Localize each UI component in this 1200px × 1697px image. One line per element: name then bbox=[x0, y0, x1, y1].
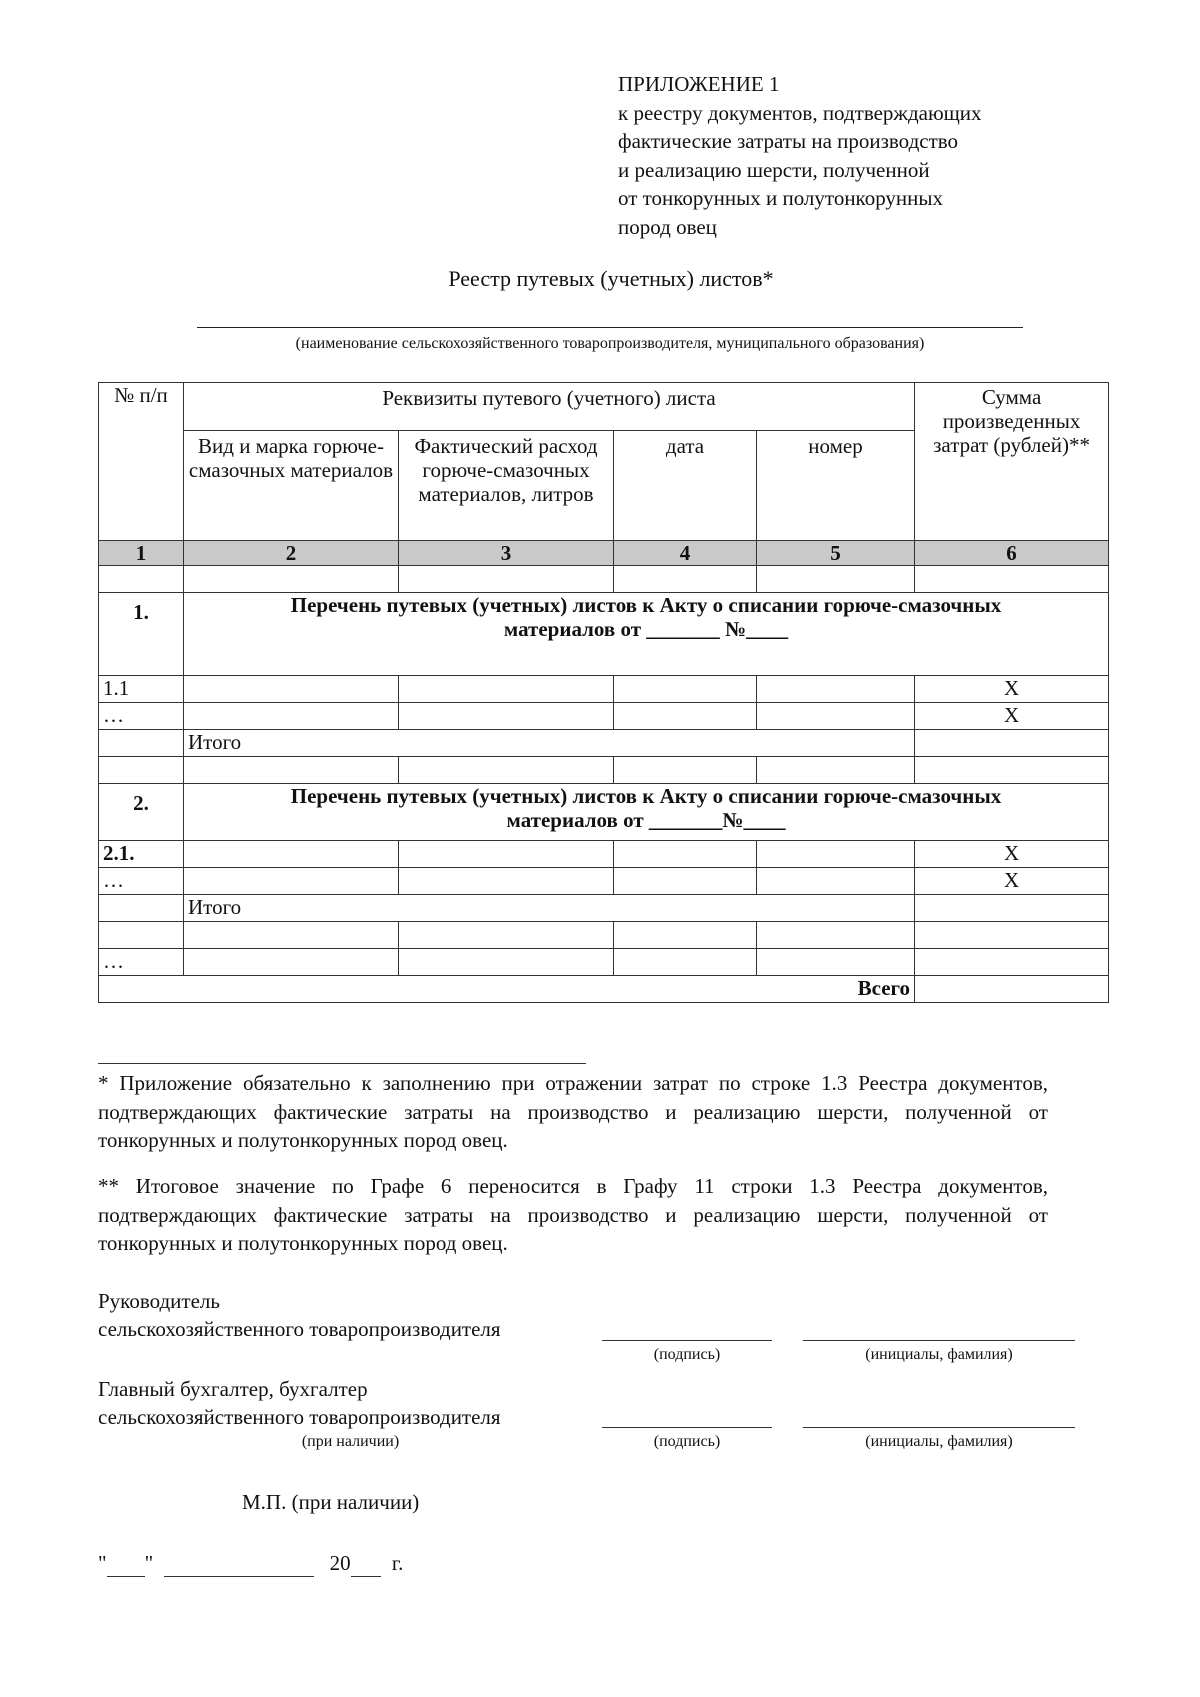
table-cell[interactable] bbox=[399, 922, 614, 949]
table-cell[interactable] bbox=[399, 757, 614, 784]
header-num: № п/п bbox=[99, 383, 184, 541]
column-numbers-row bbox=[99, 541, 1109, 566]
section-2-title-line1: Перечень путевых (учетных) листов к Акту о списании горюче-смазочных bbox=[290, 784, 1002, 808]
total-label: Всего bbox=[99, 976, 915, 1003]
table-cell[interactable] bbox=[757, 841, 915, 868]
section-1-number-sign: № bbox=[719, 617, 747, 641]
table-row bbox=[99, 949, 1109, 976]
section-2-num: 2. bbox=[99, 784, 184, 841]
appendix-line: от тонкорунных и полутонкорунных bbox=[618, 186, 943, 210]
head-name-line[interactable] bbox=[803, 1340, 1075, 1341]
table-cell[interactable] bbox=[399, 841, 614, 868]
table-cell[interactable] bbox=[915, 949, 1109, 976]
subtotal-label: Итого bbox=[184, 730, 915, 757]
table-row bbox=[99, 676, 1109, 703]
subtotal-value[interactable] bbox=[915, 730, 1109, 757]
accountant-title: Главный бухгалтер, бухгалтер bbox=[98, 1377, 368, 1401]
table-cell[interactable] bbox=[399, 676, 614, 703]
section-2-subtotal-row bbox=[99, 895, 1109, 922]
table-row bbox=[99, 841, 1109, 868]
day-blank[interactable] bbox=[107, 1551, 145, 1577]
accountant-title-org: сельскохозяйственного товаропроизводителя bbox=[98, 1405, 501, 1429]
table-cell[interactable] bbox=[757, 757, 915, 784]
year-suffix: г. bbox=[391, 1551, 404, 1575]
table-cell[interactable] bbox=[399, 703, 614, 730]
column-number: 1 bbox=[99, 541, 184, 566]
row-num: 2.1. bbox=[99, 841, 184, 868]
table-cell[interactable] bbox=[614, 703, 757, 730]
section-1-title bbox=[184, 593, 1109, 676]
subtotal-label: Итого bbox=[184, 895, 915, 922]
accountant-signature-line[interactable] bbox=[602, 1427, 772, 1428]
accountant-name-line[interactable] bbox=[803, 1427, 1075, 1428]
document-title: Реестр путевых (учетных) листов* bbox=[448, 266, 774, 291]
table-cell[interactable] bbox=[184, 949, 399, 976]
table-cell[interactable] bbox=[757, 949, 915, 976]
section-2-number-blank[interactable]: ____ bbox=[743, 808, 786, 832]
total-row bbox=[99, 976, 1109, 1003]
row-sum: Х bbox=[915, 868, 1109, 895]
head-title-org: сельскохозяйственного товаропроизводителя bbox=[98, 1317, 501, 1341]
organization-name-caption: (наименование сельскохозяйственного товаропроизводителя, муниципального образования) bbox=[295, 335, 925, 352]
header-date: дата bbox=[614, 431, 757, 541]
appendix-line: фактические затраты на производство bbox=[618, 129, 959, 153]
table-row bbox=[99, 757, 1109, 784]
table-cell[interactable] bbox=[614, 841, 757, 868]
table-cell[interactable] bbox=[99, 566, 184, 593]
section-1-title-prefix: материалов от bbox=[503, 617, 647, 641]
accountant-name-caption: (инициалы, фамилия) bbox=[865, 1433, 1013, 1450]
organization-name-line[interactable] bbox=[197, 327, 1023, 328]
header-number: номер bbox=[757, 431, 915, 541]
month-blank[interactable] bbox=[164, 1551, 314, 1577]
table-cell[interactable] bbox=[184, 868, 399, 895]
accountant-note: (при наличии) bbox=[301, 1433, 400, 1450]
row-num: 1.1 bbox=[99, 676, 184, 703]
total-value[interactable] bbox=[915, 976, 1109, 1003]
column-number: 2 bbox=[184, 541, 399, 566]
column-number: 6 bbox=[915, 541, 1109, 566]
section-1-num: 1. bbox=[99, 593, 184, 676]
date-line bbox=[98, 1551, 403, 1577]
table-row bbox=[99, 868, 1109, 895]
table-cell[interactable] bbox=[757, 703, 915, 730]
table-row bbox=[99, 566, 1109, 593]
appendix-header bbox=[618, 70, 982, 241]
head-signature-line[interactable] bbox=[602, 1340, 772, 1341]
table-cell[interactable] bbox=[757, 676, 915, 703]
stamp-place: М.П. (при наличии) bbox=[242, 1490, 420, 1514]
header-requisites: Реквизиты путевого (учетного) листа bbox=[184, 383, 915, 431]
footnote-1: * Приложение обязательно к заполнению при отражении затрат по строке 1.3 Реестра документов, подтверждающих фактические затраты на производство и реализацию шерсти, полученной от тонкорунных и полутонкорунных пород овец. bbox=[98, 1071, 1048, 1152]
table-cell[interactable] bbox=[614, 676, 757, 703]
row-num: … bbox=[99, 949, 184, 976]
table-cell[interactable] bbox=[99, 922, 184, 949]
section-2-date-blank[interactable]: _______ bbox=[648, 808, 723, 832]
year-prefix: 20 bbox=[329, 1551, 351, 1575]
table-cell[interactable] bbox=[99, 757, 184, 784]
table-cell[interactable] bbox=[614, 757, 757, 784]
table-cell[interactable] bbox=[614, 949, 757, 976]
section-1-date-blank[interactable]: _______ bbox=[646, 617, 720, 641]
head-title: Руководитель bbox=[98, 1289, 220, 1313]
column-number: 4 bbox=[614, 541, 757, 566]
table-cell[interactable] bbox=[915, 922, 1109, 949]
row-sum: Х bbox=[915, 841, 1109, 868]
row-num: … bbox=[99, 703, 184, 730]
date-open-quote: " bbox=[98, 1551, 107, 1575]
section-2-title-line2 bbox=[188, 808, 1104, 832]
accountant-signature-caption: (подпись) bbox=[653, 1433, 721, 1450]
footnote-2: ** Итоговое значение по Графе 6 переносится в Графу 11 строки 1.3 Реестра документов, подтверждающих фактические затраты на производство и реализацию шерсти, полученной от тонкорунных и полутонкорунных пород овец. bbox=[98, 1174, 1048, 1255]
year-blank[interactable] bbox=[351, 1551, 381, 1577]
table-cell[interactable] bbox=[184, 922, 399, 949]
table-cell[interactable] bbox=[184, 757, 399, 784]
table-cell[interactable] bbox=[399, 566, 614, 593]
header-fuel-type: Вид и марка горюче-смазочных материалов bbox=[184, 431, 399, 541]
row-sum: Х bbox=[915, 676, 1109, 703]
footnote-divider bbox=[98, 1063, 586, 1064]
appendix-line: и реализацию шерсти, полученной bbox=[618, 157, 930, 182]
table-cell[interactable] bbox=[915, 566, 1109, 593]
column-number: 3 bbox=[399, 541, 614, 566]
head-signature-caption: (подпись) bbox=[653, 1346, 721, 1363]
table-cell[interactable] bbox=[757, 566, 915, 593]
table-row bbox=[99, 922, 1109, 949]
appendix-line: пород овец bbox=[618, 214, 717, 239]
section-2-number-sign: № bbox=[722, 808, 744, 832]
table-cell[interactable] bbox=[184, 841, 399, 868]
section-1-title-line2 bbox=[188, 617, 1104, 641]
section-2-title bbox=[184, 784, 1109, 841]
table-cell[interactable] bbox=[184, 676, 399, 703]
table-cell[interactable] bbox=[399, 949, 614, 976]
appendix-title: ПРИЛОЖЕНИЕ 1 bbox=[618, 72, 780, 96]
table-cell bbox=[99, 730, 184, 757]
row-num: … bbox=[99, 868, 184, 895]
appendix-line: к реестру документов, подтверждающих bbox=[618, 100, 982, 125]
header-row bbox=[99, 383, 1109, 431]
header-sum: Сумма произведенных затрат (рублей)** bbox=[915, 383, 1109, 541]
table-row bbox=[99, 703, 1109, 730]
registry-table bbox=[98, 382, 1109, 1003]
table-cell[interactable] bbox=[614, 566, 757, 593]
row-sum: Х bbox=[915, 703, 1109, 730]
table-cell[interactable] bbox=[399, 868, 614, 895]
section-1-title-line1: Перечень путевых (учетных) листов к Акту о списании горюче-смазочных bbox=[290, 593, 1002, 617]
section-1-row bbox=[99, 593, 1109, 676]
table-cell[interactable] bbox=[184, 703, 399, 730]
section-2-title-prefix: материалов от bbox=[506, 808, 649, 832]
head-name-caption: (инициалы, фамилия) bbox=[865, 1346, 1013, 1363]
section-2-row bbox=[99, 784, 1109, 841]
table-cell[interactable] bbox=[614, 868, 757, 895]
table-cell[interactable] bbox=[184, 566, 399, 593]
date-close-quote: " bbox=[144, 1551, 154, 1575]
table-cell[interactable] bbox=[757, 922, 915, 949]
table-cell[interactable] bbox=[757, 868, 915, 895]
table-cell bbox=[99, 895, 184, 922]
section-1-subtotal-row bbox=[99, 730, 1109, 757]
section-1-number-blank[interactable]: ____ bbox=[746, 617, 789, 641]
header-fuel-actual: Фактический расход горюче-смазочных материалов, литров bbox=[399, 431, 614, 541]
column-number: 5 bbox=[757, 541, 915, 566]
table-cell[interactable] bbox=[614, 922, 757, 949]
subtotal-value[interactable] bbox=[915, 895, 1109, 922]
table-cell[interactable] bbox=[915, 757, 1109, 784]
